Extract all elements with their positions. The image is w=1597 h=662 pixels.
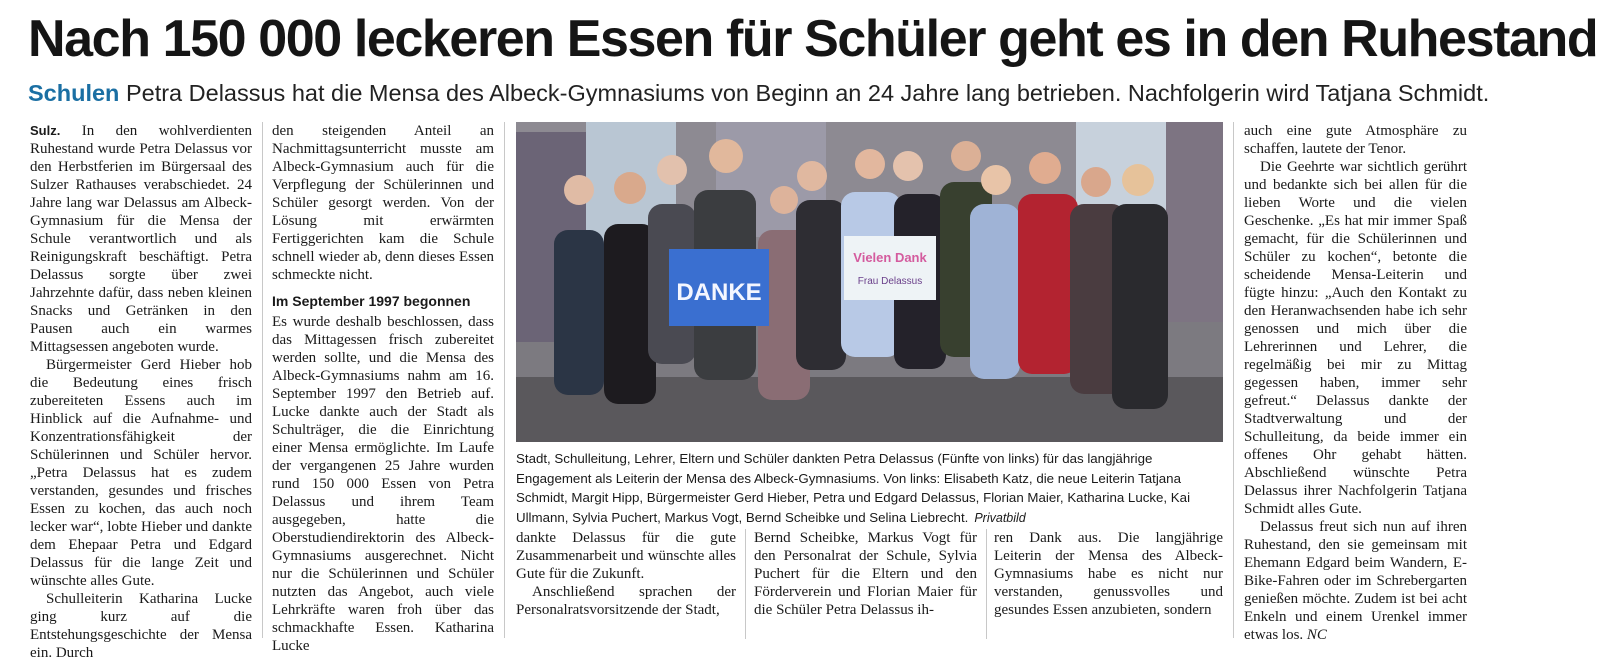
column-rule bbox=[986, 529, 987, 639]
column-3 bbox=[516, 529, 736, 639]
column-1 bbox=[30, 122, 252, 661]
column-6 bbox=[1244, 122, 1467, 643]
photo-caption bbox=[516, 449, 1223, 528]
column-4 bbox=[754, 529, 977, 639]
group-photo bbox=[516, 122, 1223, 442]
paragraph: dankte Delassus für die gute Zusammenarbeit und wünschte alles Gute für die Zukunft. bbox=[516, 530, 736, 582]
paragraph: Es wurde deshalb beschlossen, dass das Mittagessen frisch zubereitet werden sollte, und die Mensa des Albeck-Gymnasiums nahm am 16. September 1997 den Betrieb auf. Lucke dankte auch der Stadt als Schulträger, die die Einrichtung einer Mensa ermöglichte. Im Laufe der vergangenen 25 Jahre wurden rund 150 000 Essen von Petra Delassus und ihrem Team ausgegeben, hatte die Oberstudiendirektorin des Albeck-Gymnasiums ausgerechnet. Nicht nur die Schülerinnen und Schüler nutzten das Angebot, auch viele Lehrkräfte waren froh über das schmackhafte Essen. Katharina Lucke bbox=[272, 314, 494, 654]
paragraph bbox=[30, 122, 252, 356]
column-rule bbox=[1233, 122, 1234, 638]
dateline: Sulz. bbox=[30, 123, 61, 138]
svg-text:Vielen Dank: Vielen Dank bbox=[853, 250, 927, 265]
caption-text: Stadt, Schulleitung, Lehrer, Eltern und Schüler dankten Petra Delassus (Fünfte von links) für das langjährige Engagement als Leiterin der Mensa des Albeck-Gymnasiums. Von links: Elisabeth Katz, die neue Leiterin Tatjana Schmidt, Margit Hipp, Bürgermeister Gerd Hieber, Petra und Edgard Delassus, Florian Maier, Katharina Lucke, Kai Ullmann, Sylvia Puchert, Markus Vogt, Bernd Scheibke und Selina Liebrecht. bbox=[516, 451, 1191, 525]
paragraph: Anschließend sprachen der Personalratsvorsitzende der Stadt, bbox=[516, 584, 736, 618]
subheadline-text: Petra Delassus hat die Mensa des Albeck-Gymnasiums von Beginn an 24 Jahre lang betrieben. Nachfolgerin wird Tatjana Schmidt. bbox=[125, 80, 1490, 106]
paragraph: auch eine gute Atmosphäre zu schaffen, lautete der Tenor. bbox=[1244, 123, 1467, 157]
paragraph: ren Dank aus. Die langjährige Leiterin der Mensa des Albeck-Gymnasiums habe es nicht nur verstanden, genussvolles und gesundes Essen anzubieten, sondern bbox=[994, 530, 1223, 618]
kicker: Schulen bbox=[28, 80, 120, 106]
paragraph: Die Geehrte war sichtlich gerührt und bedankte sich bei allen für die lieben Worte und die vielen Geschenke. „Es hat mir immer Spaß gemacht, für die Schülerinnen und Schüler zu kochen“, betonte die scheidende Mensa-Leiterin und fügte hinzu: „Auch den Kontakt zu den Heranwachsenden habe ich sehr genossen und mich über die Lehrerinnen und Lehrer, die regelmäßig bei mir zu Mittag gegessen haben, immer sehr gefreut.“ Delassus dankte der Stadtverwaltung und der Schulleitung, da beide immer ein offenes Ohr gehabt hätten. Abschließend wünschte Petra Delassus ihrer Nachfolgerin Tatjana Schmidt alles Gute. bbox=[1244, 159, 1467, 517]
column-5 bbox=[994, 529, 1223, 639]
article-photo bbox=[516, 122, 1223, 442]
column-2 bbox=[272, 122, 494, 654]
subheadline bbox=[28, 78, 1508, 108]
paragraph-text: Delassus freut sich nun auf ihren Ruhestand, den sie gemeinsam mit Ehemann Edgard beim Wandern, E-Bike-Fahren oder im Schrebergarten genießen möchte. Zudem ist bei acht Enkeln und einem Urenkel immer etwas los. bbox=[1244, 519, 1467, 643]
headline: Nach 150 000 leckeren Essen für Schüler geht es in den Ruhestand bbox=[28, 10, 1597, 68]
photo-credit: Privatbild bbox=[974, 510, 1026, 525]
sign-vielen-dank bbox=[844, 236, 936, 300]
paragraph: Schulleiterin Katharina Lucke ging kurz auf die Entstehungsgeschichte der Mensa ein. Durch bbox=[30, 591, 252, 661]
author-sign: NC bbox=[1306, 627, 1327, 643]
svg-text:DANKE: DANKE bbox=[676, 279, 762, 306]
sign-danke bbox=[669, 249, 769, 326]
column-rule bbox=[262, 122, 263, 638]
svg-text:Frau Delassus: Frau Delassus bbox=[857, 276, 923, 287]
paragraph: Bernd Scheibke, Markus Vogt für den Personalrat der Schule, Sylvia Puchert für die Eltern und den Förderverein und Florian Maier für die Schüler Petra Delassus ih- bbox=[754, 530, 977, 618]
paragraph: Bürgermeister Gerd Hieber hob die Bedeutung eines frisch zubereiteten Essens auch im Hinblick auf die Aufnahme- und Konzentrationsfähigkeit der Schülerinnen und Schüler hervor. „Petra Delassus hat es zudem verstanden, gesundes und frisches Essen zu kochen, das auch noch lecker war“, lobte Hieber und dankte dem Ehepaar Petra und Edgard Delassus für die lange Zeit und wünschte alles Gute. bbox=[30, 357, 252, 589]
paragraph: den steigenden Anteil an Nachmittagsunterricht musste am Albeck-Gymnasium auch für die Verpflegung der Schülerinnen und Schüler gesorgt werden. Von der Lösung mit erwärmten Fertiggerichten kam die Schule schnell wieder ab, denn dieses Essen schmeckte nicht. bbox=[272, 123, 494, 283]
subheading: Im September 1997 begonnen bbox=[272, 293, 471, 309]
column-rule bbox=[504, 122, 505, 638]
paragraph bbox=[1244, 518, 1467, 644]
column-rule bbox=[745, 529, 746, 639]
paragraph-text: In den wohlverdienten Ruhestand wurde Petra Delassus vor den Herbstferien im Bürgersaal des Sulzer Rathauses verabschiedet. 24 Jahre lang war Delassus am Albeck-Gymnasium für die Mensa der Schule verantwortlich und als Reinigungskraft beschäftigt. Petra Delassus sorgte über zwei Jahrzehnte dafür, dass neben kleinen Snacks und Getränken in den Pausen auch ein warmes Mittagsessen angeboten wurde. bbox=[30, 123, 252, 355]
